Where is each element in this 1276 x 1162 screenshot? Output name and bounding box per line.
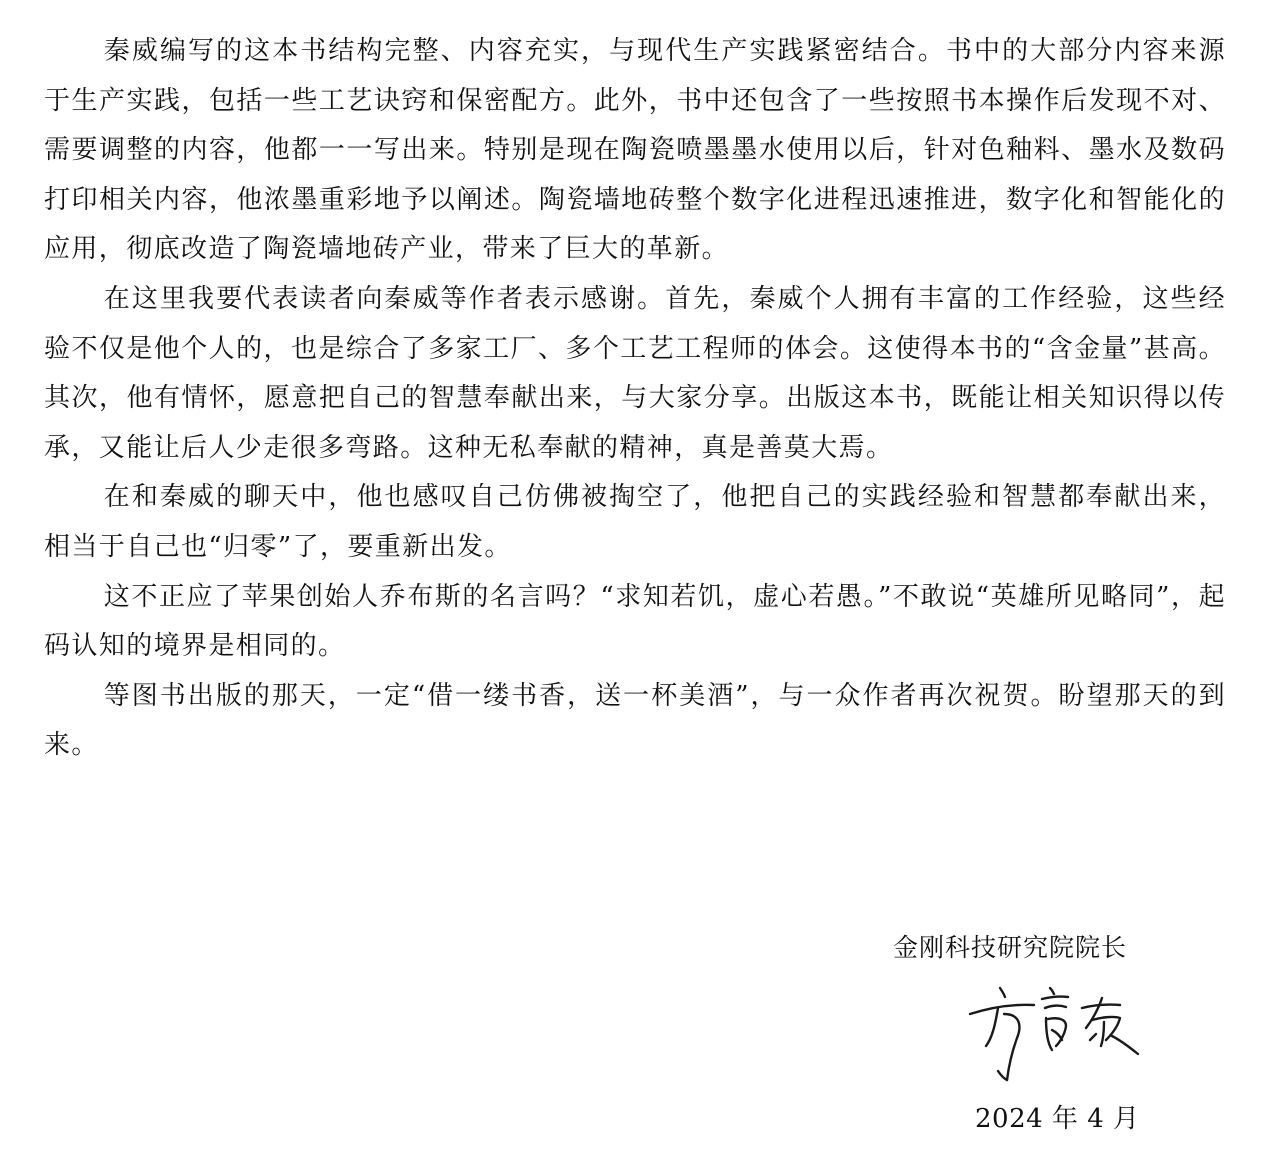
handwritten-signature — [962, 974, 1146, 1090]
paragraph-5: 等图书出版的那天，一定“借一缕书香，送一杯美酒”，与一众作者再次祝贺。盼望那天的到来。 — [44, 680, 1226, 761]
body-text — [44, 27, 1226, 771]
signature-date: 2024 年 4 月 — [975, 1104, 1140, 1134]
paragraph-2: 在这里我要代表读者向秦威等作者表示感谢。首先，秦威个人拥有丰富的工作经验，这些经验不仅是他个人的，也是综合了多家工厂、多个工艺工程师的体会。这使得本书的“含金量”甚高。其次，他有情怀，愿意把自己的智慧奉献出来，与大家分享。出版这本书，既能让相关知识得以传承，又能让后人少走很多弯路。这种无私奉献的精神，真是善莫大焉。 — [44, 283, 1226, 463]
paragraph-1: 秦威编写的这本书结构完整、内容充实，与现代生产实践紧密结合。书中的大部分内容来源于生产实践，包括一些工艺诀窍和保密配方。此外，书中还包含了一些按照书本操作后发现不对、需要调整的内容，他都一一写出来。特别是现在陶瓷喷墨墨水使用以后，针对色釉料、墨水及数码打印相关内容，他浓墨重彩地予以阐述。陶瓷墙地砖整个数字化进程迅速推进，数字化和智能化的应用，彻底改造了陶瓷墙地砖产业，带来了巨大的革新。 — [44, 36, 1226, 265]
paragraph-4: 这不正应了苹果创始人乔布斯的名言吗？“求知若饥，虚心若愚。”不敢说“英雄所见略同”，起码认知的境界是相同的。 — [44, 581, 1226, 662]
paragraph-3: 在和秦威的聊天中，他也感叹自己仿佛被掏空了，他把自己的实践经验和智慧都奉献出来，相当于自己也“归零”了，要重新出发。 — [44, 482, 1226, 562]
signer-title: 金刚科技研究院院长 — [893, 933, 1128, 962]
